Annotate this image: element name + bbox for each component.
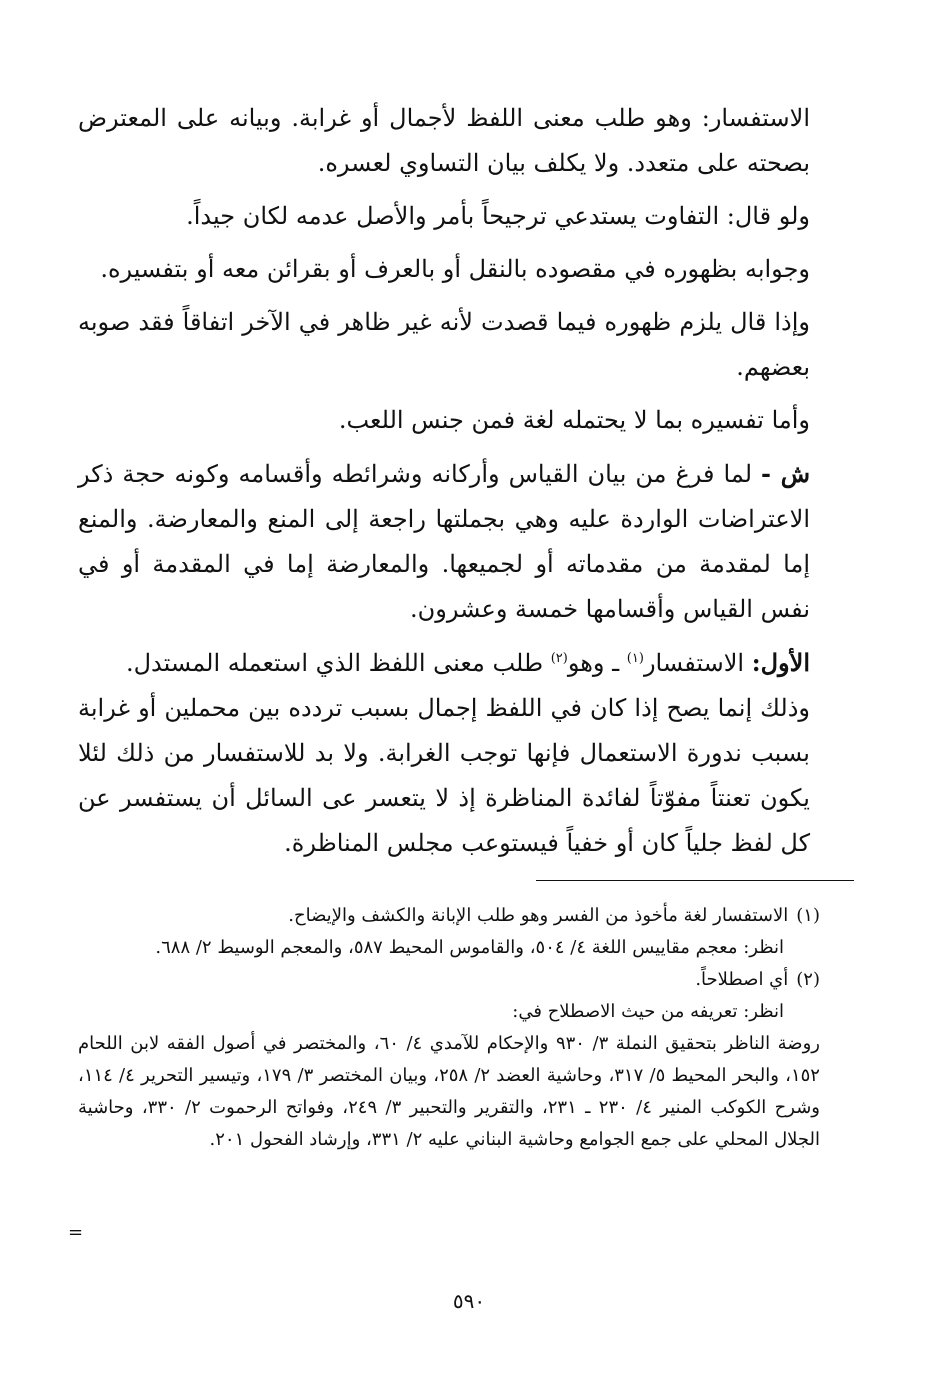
footnote-1-number: (١) bbox=[796, 905, 820, 926]
footnote-ref-2[interactable]: (٢) bbox=[550, 651, 568, 666]
main-text bbox=[78, 96, 810, 866]
sharh-marker: ش - bbox=[761, 459, 810, 488]
page-number: ٥٩٠ bbox=[452, 1289, 486, 1313]
footnote-1-text: الاستفسار لغة مأخوذ من الفسر وهو طلب الإبانة والكشف والإيضاح. bbox=[288, 905, 789, 926]
footnote-2-reference-intro: انظر: تعريفه من حيث الاصطلاح في: bbox=[512, 1001, 784, 1022]
matn-paragraph-3: وجوابه بظهوره في مقصوده بالنقل أو بالعرف أو بقرائن معه أو بتفسيره. bbox=[100, 255, 810, 283]
continuation-mark: = bbox=[68, 1222, 84, 1243]
footnote-1-reference: انظر: معجم مقاييس اللغة ٤/ ٥٠٤، والقاموس المحيط ٥٨٧، والمعجم الوسيط ٢/ ٦٨٨. bbox=[155, 937, 784, 958]
footnote-2-number: (٢) bbox=[796, 969, 820, 990]
first-mid: ـ وهو bbox=[567, 649, 620, 677]
matn-paragraph-2: ولو قال: التفاوت يستدعي ترجيحاً بأمر والأصل عدمه لكان جيداً. bbox=[186, 202, 810, 230]
first-objection-paragraph bbox=[78, 640, 810, 686]
explanation-paragraph: وذلك إنما يصح إذا كان في اللفظ إجمال بسبب تردده بين محملين أو غرابة بسبب ندورة الاستعمال فإنها توجب الغرابة. ولا بد للاستفسار من ذلك لئلا يكون تعنتاً مفوّتاً لفائدة المناظرة إذ لا يتعسر عى السائل أن يستفسر عن كل لفظ جلياً كان أو خفياً فيستوعب مجلس المناظرة. bbox=[78, 694, 810, 857]
matn-paragraph-1: الاستفسار: وهو طلب معنى اللفظ لأجمال أو غرابة. وبيانه على المعترض بصحته على متعدد. ولا يكلف بيان التساوي لعسره. bbox=[78, 104, 810, 177]
first-rest: طلب معنى اللفظ الذي استعمله المستدل. bbox=[125, 649, 544, 677]
footnote-2-references: روضة الناظر بتحقيق النملة ٣/ ٩٣٠ والإحكام للآمدي ٤/ ٦٠، والمختصر في أصول الفقه لابن اللحام ١٥٢، والبحر المحيط ٥/ ٣١٧، وحاشية العضد ٢/ ٢٥٨، وبيان المختصر ٣/ ١٧٩، وتيسير التحرير ٤/ ١١٤، وشرح الكوكب المنير ٤/ ٢٣٠ ـ ٢٣١، والتقرير والتحبير ٣/ ٢٤٩، وفواتح الرحموت ٢/ ٣٣٠، وحاشية الجلال المحلي على جمع الجوامع وحاشية البناني عليه ٢/ ٣٣١، وإرشاد الفحول ٢٠١. bbox=[78, 1033, 820, 1150]
first-label: الأول: bbox=[751, 648, 810, 677]
sharh-paragraph bbox=[78, 451, 810, 632]
footnote-separator bbox=[536, 880, 854, 881]
first-term: الاستفسار bbox=[643, 649, 745, 677]
sharh-text: لما فرغ من بيان القياس وأركانه وشرائطه وأقسامه وكونه حجة ذكر الاعتراضات الواردة عليه وهي بجملتها راجعة إلى المنع والمعارضة. والمنع إما لمقدمة من مقدماته أو لجميعها. والمعارضة إما في المقدمة أو في نفس القياس وأقسامها خمسة وعشرون. bbox=[78, 460, 810, 623]
footnotes bbox=[78, 900, 820, 1156]
footnote-2 bbox=[78, 964, 820, 996]
matn-paragraph-5: وأما تفسيره بما لا يحتمله لغة فمن جنس اللعب. bbox=[338, 406, 810, 434]
footnote-1 bbox=[78, 900, 820, 932]
footnote-ref-1[interactable]: (١) bbox=[626, 651, 644, 666]
footnote-2-text: أي اصطلاحاً. bbox=[695, 969, 789, 990]
matn-paragraph-4: وإذا قال يلزم ظهوره فيما قصدت لأنه غير ظاهر في الآخر اتفاقاً فقد صوبه بعضهم. bbox=[78, 308, 810, 381]
